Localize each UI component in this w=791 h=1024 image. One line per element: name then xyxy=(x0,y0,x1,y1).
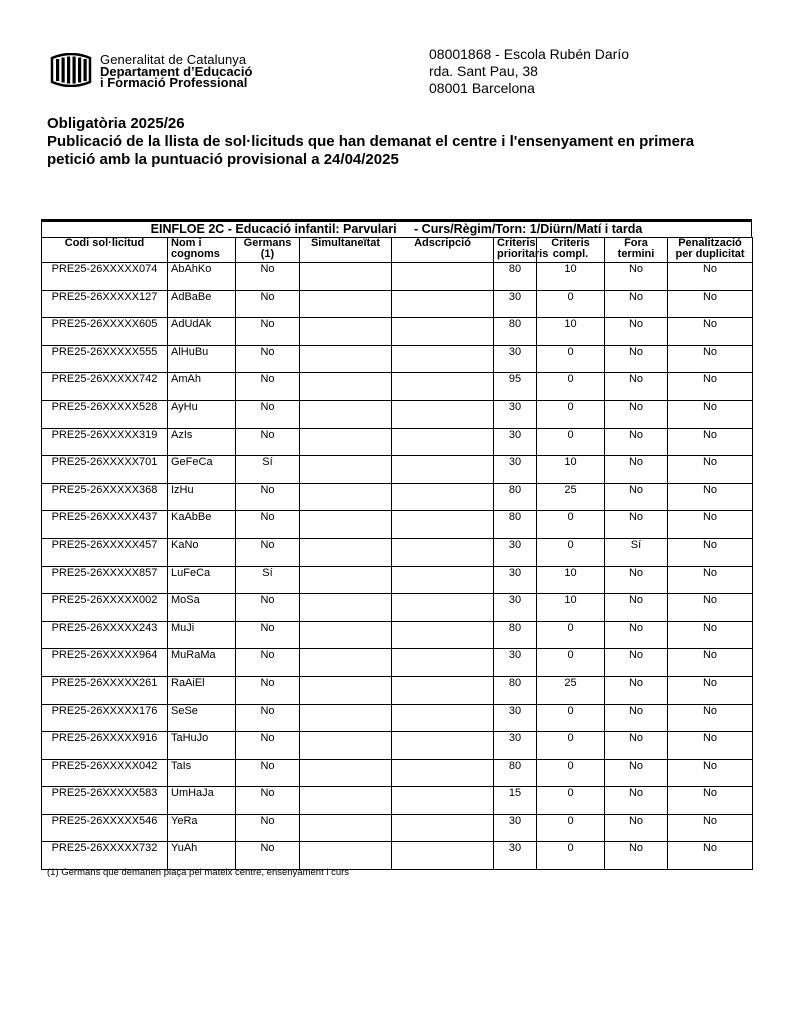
cell-duplicity-penalty: No xyxy=(668,594,753,622)
cell-duplicity-penalty: No xyxy=(668,732,753,760)
cell-out-of-term: No xyxy=(605,428,668,456)
header-siblings: Germans (1) xyxy=(236,238,300,263)
cell-simultaneity xyxy=(300,759,392,787)
cell-duplicity-penalty: No xyxy=(668,566,753,594)
cell-priority-criteria: 30 xyxy=(494,400,537,428)
table-row xyxy=(42,318,753,346)
cell-adscription xyxy=(392,263,494,291)
cell-simultaneity xyxy=(300,263,392,291)
cell-duplicity-penalty: No xyxy=(668,538,753,566)
cell-out-of-term: No xyxy=(605,345,668,373)
cell-adscription xyxy=(392,759,494,787)
table-row xyxy=(42,787,753,815)
cell-code: PRE25-26XXXXX546 xyxy=(42,814,168,842)
table-row xyxy=(42,290,753,318)
cell-name: RaAiEl xyxy=(168,676,236,704)
cell-adscription xyxy=(392,511,494,539)
cell-simultaneity xyxy=(300,538,392,566)
cell-duplicity-penalty: No xyxy=(668,649,753,677)
cell-code: PRE25-26XXXXX916 xyxy=(42,732,168,760)
cell-out-of-term: No xyxy=(605,400,668,428)
cell-duplicity-penalty: No xyxy=(668,428,753,456)
cell-complementary-criteria: 0 xyxy=(537,649,605,677)
cell-out-of-term: No xyxy=(605,318,668,346)
table-row xyxy=(42,759,753,787)
cell-simultaneity xyxy=(300,842,392,870)
header-out-of-term: Fora termini xyxy=(605,238,668,263)
table-header-row xyxy=(42,238,753,263)
table-row xyxy=(42,704,753,732)
cell-siblings: No xyxy=(236,676,300,704)
cell-siblings: No xyxy=(236,649,300,677)
cell-adscription xyxy=(392,787,494,815)
cell-priority-criteria: 30 xyxy=(494,290,537,318)
cell-code: PRE25-26XXXXX074 xyxy=(42,263,168,291)
cell-duplicity-penalty: No xyxy=(668,318,753,346)
applications-table-wrapper xyxy=(41,219,752,870)
cell-name: TaIs xyxy=(168,759,236,787)
cell-duplicity-penalty: No xyxy=(668,676,753,704)
table-row xyxy=(42,345,753,373)
cell-priority-criteria: 80 xyxy=(494,511,537,539)
table-row xyxy=(42,400,753,428)
cell-out-of-term: No xyxy=(605,290,668,318)
school-address xyxy=(429,46,629,97)
cell-code: PRE25-26XXXXX261 xyxy=(42,676,168,704)
table-row xyxy=(42,676,753,704)
cell-siblings: No xyxy=(236,732,300,760)
table-row xyxy=(42,732,753,760)
cell-code: PRE25-26XXXXX555 xyxy=(42,345,168,373)
table-row xyxy=(42,594,753,622)
header-code: Codi sol·licitud xyxy=(42,238,168,263)
title-line-2: Publicació de la llista de sol·licituds que han demanat el centre i l'ensenyament en primera xyxy=(47,133,695,150)
cell-complementary-criteria: 0 xyxy=(537,290,605,318)
cell-siblings: No xyxy=(236,704,300,732)
cell-duplicity-penalty: No xyxy=(668,456,753,484)
cell-code: PRE25-26XXXXX964 xyxy=(42,649,168,677)
cell-complementary-criteria: 0 xyxy=(537,814,605,842)
logo-text xyxy=(100,54,252,89)
cell-name: IzHu xyxy=(168,483,236,511)
cell-siblings: No xyxy=(236,594,300,622)
school-street: rda. Sant Pau, 38 xyxy=(429,63,538,79)
cell-out-of-term: No xyxy=(605,704,668,732)
cell-duplicity-penalty: No xyxy=(668,511,753,539)
cell-adscription xyxy=(392,594,494,622)
cell-name: AdUdAk xyxy=(168,318,236,346)
cell-adscription xyxy=(392,538,494,566)
table-body xyxy=(42,263,753,870)
cell-name: AyHu xyxy=(168,400,236,428)
school-name: 08001868 - Escola Rubén Darío xyxy=(429,46,630,62)
cell-adscription xyxy=(392,290,494,318)
cell-out-of-term: No xyxy=(605,676,668,704)
cell-out-of-term: No xyxy=(605,649,668,677)
table-row xyxy=(42,263,753,291)
cell-priority-criteria: 30 xyxy=(494,345,537,373)
cell-duplicity-penalty: No xyxy=(668,842,753,870)
cell-out-of-term: No xyxy=(605,263,668,291)
cell-priority-criteria: 95 xyxy=(494,373,537,401)
cell-duplicity-penalty: No xyxy=(668,290,753,318)
cell-name: UmHaJa xyxy=(168,787,236,815)
header-simultaneity: Simultaneïtat xyxy=(300,238,392,263)
cell-simultaneity xyxy=(300,621,392,649)
cell-out-of-term: No xyxy=(605,621,668,649)
cell-name: AdBaBe xyxy=(168,290,236,318)
table-caption-sub: - Curs/Règim/Torn: 1/Diürn/Matí i tarda xyxy=(414,222,643,236)
cell-complementary-criteria: 0 xyxy=(537,345,605,373)
cell-code: PRE25-26XXXXX437 xyxy=(42,511,168,539)
logo-line-3: i Formació Professional xyxy=(100,75,248,90)
table-row xyxy=(42,511,753,539)
cell-out-of-term: No xyxy=(605,566,668,594)
cell-out-of-term: No xyxy=(605,511,668,539)
cell-siblings: No xyxy=(236,373,300,401)
footnote: (1) Germans que demanen plaça pel mateix centre, ensenyament i curs xyxy=(47,867,350,878)
cell-complementary-criteria: 0 xyxy=(537,732,605,760)
cell-priority-criteria: 30 xyxy=(494,814,537,842)
cell-name: AlHuBu xyxy=(168,345,236,373)
title-line-1: Obligatòria 2025/26 xyxy=(47,115,185,132)
cell-name: AmAh xyxy=(168,373,236,401)
header-adscription: Adscripció xyxy=(392,238,494,263)
cell-priority-criteria: 30 xyxy=(494,538,537,566)
cell-adscription xyxy=(392,373,494,401)
cell-name: KaNo xyxy=(168,538,236,566)
cell-simultaneity xyxy=(300,787,392,815)
cell-complementary-criteria: 0 xyxy=(537,787,605,815)
cell-code: PRE25-26XXXXX583 xyxy=(42,787,168,815)
logo-line-1: Generalitat de Catalunya xyxy=(100,52,247,67)
cell-adscription xyxy=(392,842,494,870)
table-row xyxy=(42,814,753,842)
cell-complementary-criteria: 10 xyxy=(537,566,605,594)
cell-simultaneity xyxy=(300,566,392,594)
header-duplicity-penalty: Penalització per duplicitat xyxy=(668,238,753,263)
cell-name: GeFeCa xyxy=(168,456,236,484)
title-line-3: petició amb la puntuació provisional a 24/04/2025 xyxy=(47,151,399,168)
cell-simultaneity xyxy=(300,290,392,318)
cell-duplicity-penalty: No xyxy=(668,621,753,649)
cell-name: AzIs xyxy=(168,428,236,456)
cell-adscription xyxy=(392,318,494,346)
header-name: Nom i cognoms xyxy=(168,238,236,263)
cell-duplicity-penalty: No xyxy=(668,787,753,815)
cell-complementary-criteria: 10 xyxy=(537,594,605,622)
cell-duplicity-penalty: No xyxy=(668,759,753,787)
cell-adscription xyxy=(392,621,494,649)
cell-code: PRE25-26XXXXX457 xyxy=(42,538,168,566)
cell-simultaneity xyxy=(300,649,392,677)
generalitat-emblem-icon xyxy=(48,53,94,87)
cell-complementary-criteria: 0 xyxy=(537,511,605,539)
cell-siblings: No xyxy=(236,428,300,456)
cell-siblings: No xyxy=(236,621,300,649)
cell-adscription xyxy=(392,345,494,373)
cell-priority-criteria: 80 xyxy=(494,318,537,346)
cell-out-of-term: No xyxy=(605,594,668,622)
cell-name: AbAhKo xyxy=(168,263,236,291)
cell-siblings: No xyxy=(236,483,300,511)
cell-adscription xyxy=(392,566,494,594)
cell-out-of-term: No xyxy=(605,814,668,842)
cell-priority-criteria: 80 xyxy=(494,483,537,511)
cell-simultaneity xyxy=(300,318,392,346)
cell-simultaneity xyxy=(300,676,392,704)
cell-siblings: No xyxy=(236,318,300,346)
school-city: 08001 Barcelona xyxy=(429,80,535,96)
cell-adscription xyxy=(392,814,494,842)
cell-code: PRE25-26XXXXX701 xyxy=(42,456,168,484)
cell-code: PRE25-26XXXXX368 xyxy=(42,483,168,511)
cell-simultaneity xyxy=(300,483,392,511)
cell-simultaneity xyxy=(300,594,392,622)
table-row xyxy=(42,621,753,649)
cell-priority-criteria: 80 xyxy=(494,759,537,787)
table-row xyxy=(42,483,753,511)
cell-priority-criteria: 30 xyxy=(494,649,537,677)
cell-out-of-term: No xyxy=(605,732,668,760)
cell-name: YeRa xyxy=(168,814,236,842)
cell-siblings: No xyxy=(236,290,300,318)
cell-priority-criteria: 30 xyxy=(494,456,537,484)
cell-simultaneity xyxy=(300,814,392,842)
cell-duplicity-penalty: No xyxy=(668,345,753,373)
cell-name: MuRaMa xyxy=(168,649,236,677)
cell-complementary-criteria: 10 xyxy=(537,456,605,484)
cell-siblings: No xyxy=(236,511,300,539)
header-complementary-criteria: Criteris compl. xyxy=(537,238,605,263)
cell-complementary-criteria: 10 xyxy=(537,318,605,346)
cell-adscription xyxy=(392,428,494,456)
cell-complementary-criteria: 25 xyxy=(537,676,605,704)
table-row xyxy=(42,538,753,566)
cell-complementary-criteria: 0 xyxy=(537,400,605,428)
document-title xyxy=(47,115,747,169)
cell-adscription xyxy=(392,732,494,760)
cell-simultaneity xyxy=(300,732,392,760)
cell-simultaneity xyxy=(300,400,392,428)
cell-code: PRE25-26XXXXX127 xyxy=(42,290,168,318)
table-caption-main: EINFLOE 2C - Educació infantil: Parvulari xyxy=(150,222,397,236)
cell-duplicity-penalty: No xyxy=(668,373,753,401)
cell-adscription xyxy=(392,456,494,484)
cell-out-of-term: No xyxy=(605,787,668,815)
cell-name: SeSe xyxy=(168,704,236,732)
cell-siblings: Sí xyxy=(236,566,300,594)
cell-simultaneity xyxy=(300,704,392,732)
cell-complementary-criteria: 0 xyxy=(537,621,605,649)
cell-out-of-term: No xyxy=(605,456,668,484)
table-row xyxy=(42,428,753,456)
cell-adscription xyxy=(392,400,494,428)
cell-siblings: No xyxy=(236,400,300,428)
cell-complementary-criteria: 0 xyxy=(537,428,605,456)
cell-name: LuFeCa xyxy=(168,566,236,594)
cell-priority-criteria: 30 xyxy=(494,594,537,622)
cell-code: PRE25-26XXXXX243 xyxy=(42,621,168,649)
cell-priority-criteria: 80 xyxy=(494,676,537,704)
cell-code: PRE25-26XXXXX742 xyxy=(42,373,168,401)
cell-complementary-criteria: 25 xyxy=(537,483,605,511)
cell-adscription xyxy=(392,676,494,704)
cell-adscription xyxy=(392,704,494,732)
cell-code: PRE25-26XXXXX319 xyxy=(42,428,168,456)
cell-duplicity-penalty: No xyxy=(668,483,753,511)
cell-duplicity-penalty: No xyxy=(668,263,753,291)
cell-priority-criteria: 30 xyxy=(494,428,537,456)
cell-complementary-criteria: 0 xyxy=(537,704,605,732)
cell-code: PRE25-26XXXXX528 xyxy=(42,400,168,428)
cell-code: PRE25-26XXXXX857 xyxy=(42,566,168,594)
cell-siblings: No xyxy=(236,759,300,787)
logo-line-2: Departament d’Educació xyxy=(100,63,253,79)
cell-complementary-criteria: 10 xyxy=(537,263,605,291)
cell-priority-criteria: 30 xyxy=(494,704,537,732)
cell-priority-criteria: 15 xyxy=(494,787,537,815)
cell-duplicity-penalty: No xyxy=(668,704,753,732)
cell-siblings: No xyxy=(236,538,300,566)
cell-out-of-term: No xyxy=(605,483,668,511)
cell-name: YuAh xyxy=(168,842,236,870)
cell-siblings: No xyxy=(236,263,300,291)
cell-siblings: No xyxy=(236,787,300,815)
cell-code: PRE25-26XXXXX002 xyxy=(42,594,168,622)
cell-out-of-term: No xyxy=(605,842,668,870)
cell-adscription xyxy=(392,483,494,511)
cell-siblings: No xyxy=(236,345,300,373)
cell-name: KaAbBe xyxy=(168,511,236,539)
cell-adscription xyxy=(392,649,494,677)
cell-code: PRE25-26XXXXX042 xyxy=(42,759,168,787)
cell-complementary-criteria: 0 xyxy=(537,373,605,401)
cell-out-of-term: No xyxy=(605,373,668,401)
cell-siblings: Sí xyxy=(236,456,300,484)
cell-out-of-term: No xyxy=(605,759,668,787)
table-row xyxy=(42,373,753,401)
table-row xyxy=(42,456,753,484)
cell-simultaneity xyxy=(300,345,392,373)
cell-priority-criteria: 80 xyxy=(494,621,537,649)
cell-simultaneity xyxy=(300,456,392,484)
cell-duplicity-penalty: No xyxy=(668,814,753,842)
cell-complementary-criteria: 0 xyxy=(537,759,605,787)
table-row xyxy=(42,842,753,870)
cell-out-of-term: Sí xyxy=(605,538,668,566)
table-row xyxy=(42,566,753,594)
cell-duplicity-penalty: No xyxy=(668,400,753,428)
cell-complementary-criteria: 0 xyxy=(537,538,605,566)
cell-code: PRE25-26XXXXX732 xyxy=(42,842,168,870)
table-row xyxy=(42,649,753,677)
cell-priority-criteria: 30 xyxy=(494,566,537,594)
generalitat-logo xyxy=(48,53,298,93)
cell-priority-criteria: 30 xyxy=(494,732,537,760)
applications-table xyxy=(41,237,753,870)
cell-siblings: No xyxy=(236,814,300,842)
cell-siblings: No xyxy=(236,842,300,870)
cell-simultaneity xyxy=(300,428,392,456)
cell-name: MuJi xyxy=(168,621,236,649)
cell-simultaneity xyxy=(300,373,392,401)
header-priority-criteria: Criteris prioritaris xyxy=(494,238,537,263)
cell-priority-criteria: 30 xyxy=(494,842,537,870)
table-caption xyxy=(41,219,752,237)
cell-priority-criteria: 80 xyxy=(494,263,537,291)
cell-code: PRE25-26XXXXX605 xyxy=(42,318,168,346)
cell-name: TaHuJo xyxy=(168,732,236,760)
cell-code: PRE25-26XXXXX176 xyxy=(42,704,168,732)
cell-simultaneity xyxy=(300,511,392,539)
cell-complementary-criteria: 0 xyxy=(537,842,605,870)
cell-name: MoSa xyxy=(168,594,236,622)
